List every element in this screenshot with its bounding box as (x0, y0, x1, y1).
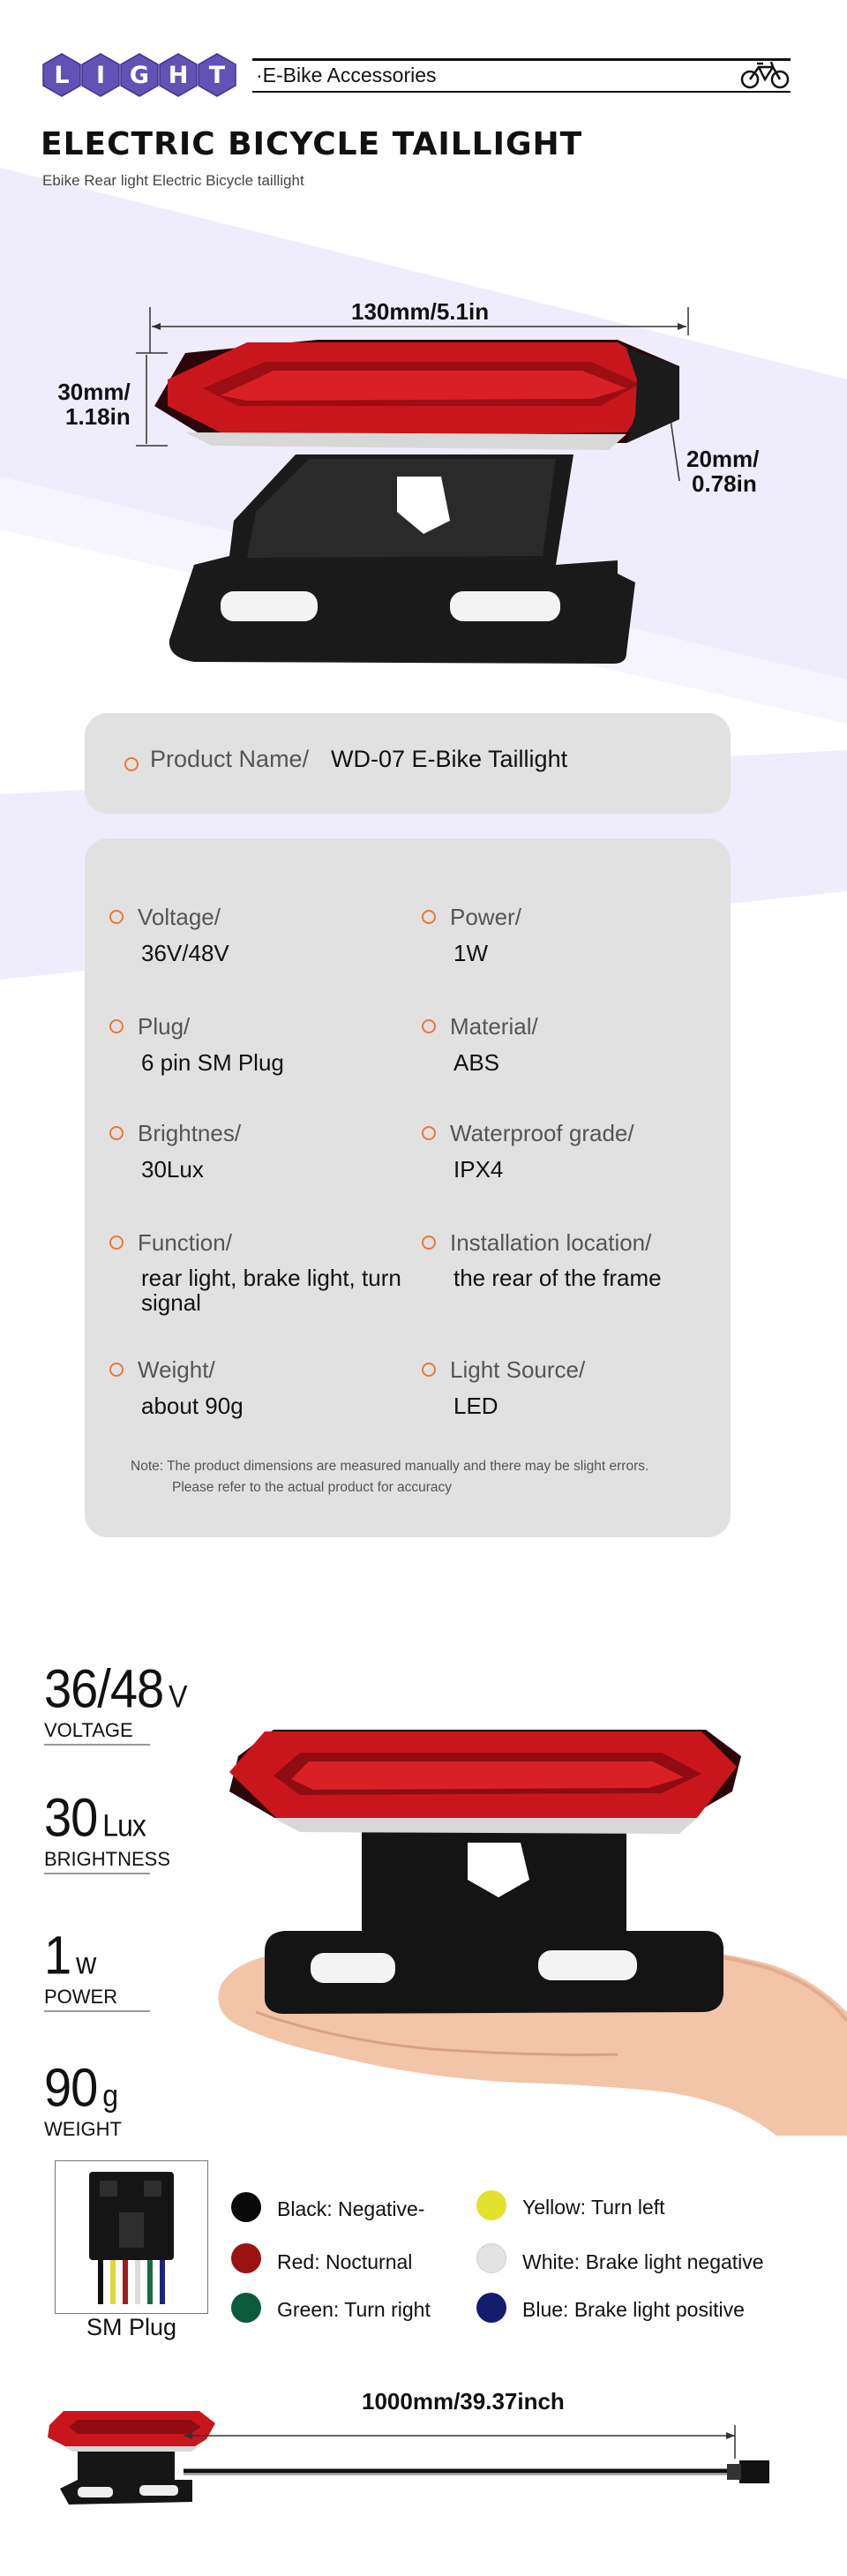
stat-divider (44, 1744, 150, 1746)
spec-value-brightness: 30Lux (141, 1156, 204, 1183)
header-rule-top (252, 58, 791, 61)
bicycle-icon (739, 60, 791, 90)
bullet-icon (109, 1019, 124, 1033)
logo-hexagon (198, 53, 236, 97)
wire-color-red (231, 2243, 261, 2273)
page-title: ELECTRIC BICYCLE TAILLIGHT (41, 126, 583, 162)
product-name-value: WD-07 E-Bike Taillight (331, 746, 568, 772)
product-name-label: Product Name/ (150, 746, 310, 772)
sm-plug-label: SM Plug (86, 2314, 177, 2340)
stat-divider (44, 2010, 150, 2012)
bullet-icon (109, 1235, 124, 1250)
cable-length-label: 1000mm/39.37inch (362, 2388, 565, 2415)
bullet-icon (109, 1126, 124, 1140)
taillight-cable-image (42, 2400, 801, 2533)
logo-letter: G (129, 61, 150, 89)
logo-hexagon (42, 53, 81, 97)
sm-plug-image (55, 2160, 208, 2314)
wire-label-blue: Blue: Brake light positive (522, 2298, 745, 2321)
stat-weight-unit: g (102, 2077, 118, 2114)
bullet-icon (422, 1235, 436, 1250)
logo-letter: H (168, 61, 189, 89)
spec-label-waterproof: Waterproof grade/ (450, 1120, 634, 1146)
wire-label-yellow: Yellow: Turn left (522, 2196, 665, 2219)
logo-letter: T (208, 61, 226, 89)
dimension-depth-line2: 0.78in (692, 470, 757, 497)
note-line2: Please refer to the actual product for accuracy (172, 1480, 453, 1495)
measurement-note (131, 1456, 648, 1498)
bullet-icon (124, 757, 139, 771)
bullet-icon (422, 1019, 436, 1033)
dimension-height (55, 379, 131, 429)
stat-power-unit: w (76, 1945, 96, 1981)
wire-label-white: White: Brake light negative (522, 2250, 764, 2273)
wire-color-black (231, 2192, 261, 2222)
stat-voltage-label: VOLTAGE (44, 1719, 133, 1741)
spec-label-brightness: Brightnes/ (138, 1120, 242, 1146)
bullet-icon (422, 1363, 436, 1377)
wire-color-yellow (476, 2190, 506, 2220)
wire-color-green (231, 2293, 261, 2323)
dimension-height-line2: 1.18in (65, 403, 131, 430)
wire-color-blue (476, 2293, 506, 2323)
stat-brightness-label: BRIGHTNESS (44, 1848, 171, 1870)
stat-voltage-value (44, 1657, 186, 1721)
stat-weight-label: WEIGHT (44, 2118, 122, 2140)
spec-label-weight: Weight/ (138, 1356, 215, 1383)
wire-label-black: Black: Negative- (277, 2197, 425, 2220)
spec-label-power: Power/ (450, 904, 521, 930)
dimension-width: 130mm/5.1in (351, 298, 490, 325)
logo-letter: I (95, 61, 106, 89)
spec-label-material: Material/ (450, 1013, 538, 1040)
stat-voltage-unit: V (169, 1679, 187, 1715)
spec-value-light-source: LED (453, 1393, 498, 1419)
taillight-in-hand-image (203, 1721, 847, 2136)
bullet-icon (422, 1126, 436, 1140)
dimension-height-line1: 30mm/ (57, 379, 131, 405)
header-rule-bottom (252, 91, 791, 93)
brand-subtitle: ·E-Bike Accessories (256, 64, 437, 86)
spec-value-power: 1W (453, 940, 488, 966)
bullet-icon (109, 910, 124, 924)
stat-weight-number: 90 (44, 2056, 98, 2118)
spec-label-voltage: Voltage/ (138, 904, 221, 930)
stat-voltage-number: 36/48 (44, 1657, 164, 1719)
spec-value-voltage: 36V/48V (141, 940, 229, 966)
stat-power-label: POWER (44, 1986, 118, 2008)
stat-brightness-number: 30 (44, 1786, 98, 1848)
stat-power-number: 1 (44, 1924, 71, 1986)
brand-logo (42, 44, 236, 106)
spec-value-material: ABS (453, 1049, 500, 1076)
logo-hexagon (120, 53, 159, 97)
stat-weight-value (44, 2056, 117, 2120)
wire-color-white (476, 2243, 506, 2273)
logo-letter: L (54, 61, 70, 89)
bullet-icon (109, 1363, 124, 1377)
logo-hexagon (81, 53, 120, 97)
stat-brightness-unit: Lux (102, 1807, 146, 1844)
bullet-icon (422, 910, 436, 924)
wire-label-red: Red: Nocturnal (277, 2250, 413, 2273)
stat-brightness-value (44, 1786, 146, 1850)
spec-label-function: Function/ (138, 1229, 232, 1256)
spec-label-light-source: Light Source/ (450, 1356, 586, 1383)
spec-value-waterproof: IPX4 (453, 1156, 504, 1183)
stat-divider (44, 1873, 150, 1874)
spec-value-weight: about 90g (141, 1393, 244, 1419)
stat-power-value (44, 1924, 95, 1987)
dimension-depth-line1: 20mm/ (686, 446, 760, 472)
spec-value-function: rear light, brake light, turn signal (141, 1265, 401, 1316)
spec-value-plug: 6 pin SM Plug (141, 1049, 284, 1076)
wire-label-green: Green: Turn right (277, 2298, 431, 2321)
note-line1: Note: The product dimensions are measured manually and there may be slight errors. (131, 1459, 649, 1474)
spec-label-plug: Plug/ (138, 1013, 191, 1040)
dimension-depth (686, 447, 759, 496)
logo-hexagon (159, 53, 198, 97)
page-subtitle: Ebike Rear light Electric Bicycle taillight (42, 172, 304, 189)
spec-label-installation: Installation location/ (450, 1229, 652, 1256)
spec-value-installation: the rear of the frame (453, 1265, 662, 1291)
